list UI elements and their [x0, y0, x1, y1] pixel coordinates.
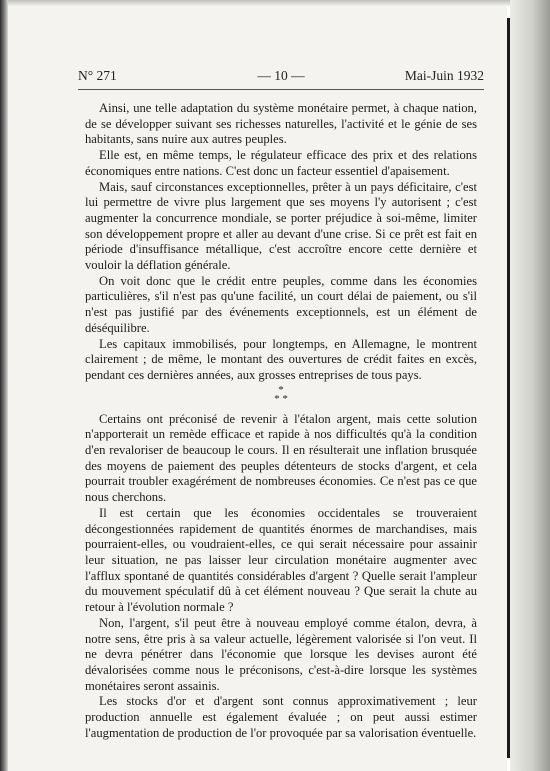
paragraph: Les capitaux immobilisés, pour longtemps, en Allemagne, le montrent clairement ; de même, le montant des ouvertures de crédit faites en excès, pendant ces dernières années, aux grosses entreprises de tous pays.: [85, 336, 477, 382]
paragraph: Elle est, en même temps, le régulateur efficace des prix et des relations économiques entre nations. C'est donc un facteur essentiel d'apaisement.: [85, 148, 477, 178]
paragraph: Certains ont préconisé de revenir à l'étalon argent, mais cette solution n'apporterait un remède efficace et rapide à nos difficultés qu'à la condition d'en revaloriser de beaucoup le cours. Il en résulterait une inflation brusquée des moyens de paiement des peuples détenteurs de stocks d'argent, et cela pourrait troubler exagérément de nombreuses économies. Ce n'est pas ce que nous cherchons.: [85, 411, 477, 505]
running-header: [78, 68, 484, 86]
paragraph: Mais, sauf circonstances exceptionnelles, prêter à un pays déficitaire, c'est lui permettre de vivre plus largement que ses moyens l'y autorisent ; c'est augmenter la concurrence mondiale, se porter préjudice à soi-même, limiter son développement propre et aller au devant d'une crise. Si ce prêt est fait en période d'insuffisance métallique, c'est accroître encore cette dernière et vouloir la déflation générale.: [85, 179, 477, 273]
asterism-bottom: * *: [274, 392, 288, 405]
header-rule: [78, 89, 484, 90]
issue-number: N° 271: [78, 68, 117, 83]
page-edge-rule: [507, 18, 510, 758]
issue-date: Mai-Juin 1932: [404, 68, 484, 83]
asterism-top: *: [278, 383, 284, 396]
page-number: — 10 —: [257, 68, 305, 83]
paragraph: Non, l'argent, s'il peut être à nouveau employé comme étalon, devra, à notre sens, être pris à sa valeur actuelle, légèrement valorisée si l'on veut. Il ne devra pénétrer dans l'économie que lorsque les devises auront été dévalorisées comme nous le préconisons, c'est-à-dire lorsque les systèmes monétaires seront assainis.: [85, 615, 477, 693]
scan-shadow-left: [0, 0, 8, 771]
scan-shadow-right: [510, 0, 550, 771]
paragraph: Il est certain que les économies occidentales se trouveraient décongestionnées rapidement de quantités énormes de marchandises, mais pourraient-elles, ou voudraient-elles, ce qui serait nécessaire pour assainir leur situation, ne pas laisser leur circulation monétaire augmenter avec l'afflux spontané de quantités considérables d'argent ? Quelle serait l'ampleur du mouvement spéculatif dû à cet élément nouveau ? Que serait la chute au retour à l'évolution normale ?: [85, 505, 477, 615]
paragraph: On voit donc que le crédit entre peuples, comme dans les économies particulières, s'il n'est pas qu'une facilité, un court délai de paiement, ou s'il n'est pas justifié par des événements exceptionnels, est un élément de déséquilibre.: [85, 273, 477, 335]
article-body: [85, 101, 477, 741]
section-break-asterism: [85, 383, 477, 412]
paragraph: Ainsi, une telle adaptation du système monétaire permet, à chaque nation, de se développer suivant ses richesses naturelles, l'activité et le génie de ses habitants, sans nuire aux autres peuples.: [85, 101, 477, 147]
paragraph: Les stocks d'or et d'argent sont connus approximativement ; leur production annuelle est également évaluée ; on peut aussi estimer l'augmentation de production de l'or provoquée par sa valorisation éventuelle.: [85, 694, 477, 740]
scan-shadow-top: [8, 0, 550, 6]
